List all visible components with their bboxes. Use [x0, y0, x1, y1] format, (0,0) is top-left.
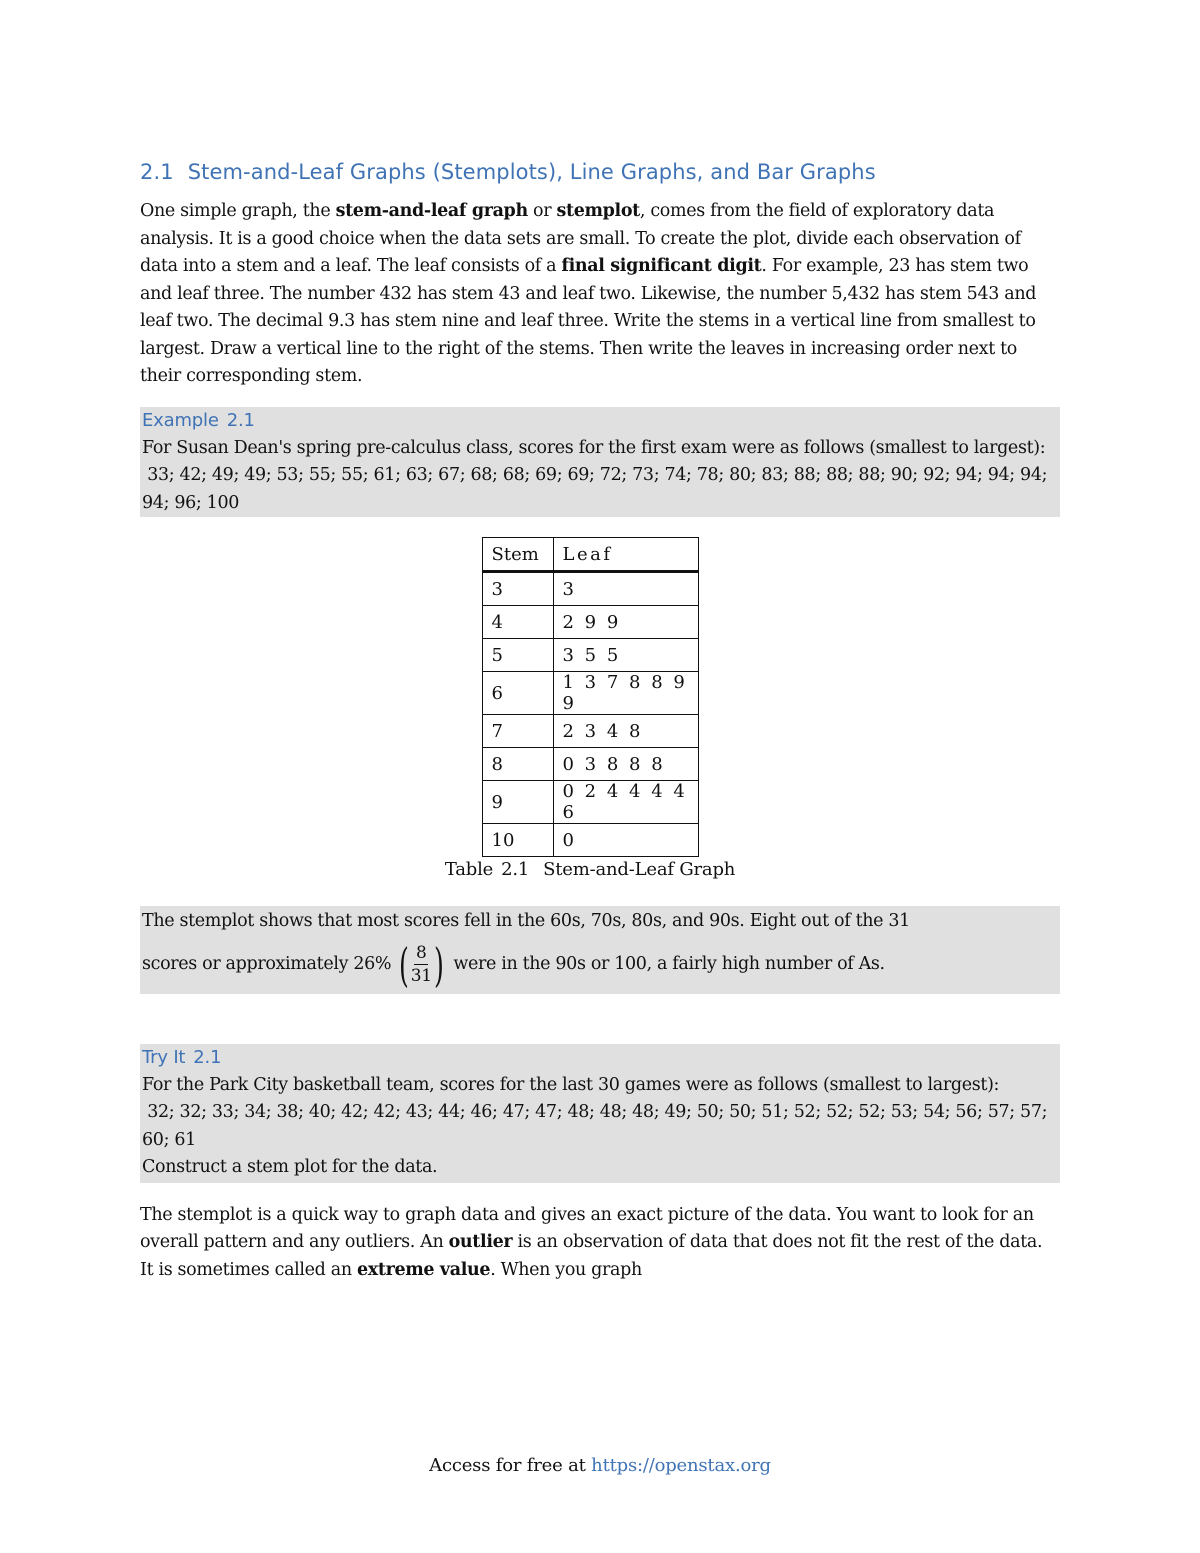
- stem-cell: 10: [482, 824, 553, 857]
- table-caption: [445, 859, 735, 880]
- stem-cell: 8: [482, 748, 553, 781]
- try-it-data-values: 32; 32; 33; 34; 38; 40; 42; 42; 43; 44; 46; 47; 47; 48; 48; 48; 49; 50; 50; 51; 52; 52; 52; 53; 54; 56; 57; 57; 60; 61: [142, 1102, 1048, 1150]
- try-it-text: For the Park City basketball team, scores for the last 30 games were as follows (smallest to largest):: [142, 1074, 1000, 1095]
- leaf-cell: 1 3 7 8 8 9 9: [553, 672, 698, 715]
- try-it-data: [142, 1099, 1058, 1154]
- term-final-significant-digit: final significant digit: [561, 256, 762, 276]
- stem-cell: 3: [482, 572, 553, 606]
- stem-and-leaf-table: [482, 537, 699, 857]
- example-title: [142, 407, 1058, 435]
- closing-text: . When you graph: [490, 1259, 642, 1280]
- term-stem-and-leaf-graph: stem-and-leaf graph: [335, 201, 528, 221]
- summary-pre: scores or approximately 26%: [142, 953, 392, 974]
- stem-cell: 5: [482, 639, 553, 672]
- term-extreme-value: extreme value: [356, 1259, 491, 1280]
- example-text: For Susan Dean's spring pre-calculus class, scores for the first exam were as follows (smallest to largest):: [142, 437, 1046, 458]
- try-it-instruction: Construct a stem plot for the data.: [142, 1157, 438, 1177]
- stem-header: Stem: [482, 538, 553, 572]
- fraction-body: [411, 942, 432, 987]
- caption-title: Stem-and-Leaf Graph: [543, 859, 736, 880]
- term-stemplot: stemplot: [556, 201, 640, 221]
- table-row: [482, 715, 698, 748]
- stem-cell: 4: [482, 606, 553, 639]
- fraction: [395, 937, 447, 992]
- leaf-cell: 0: [553, 824, 698, 857]
- summary-box: [140, 906, 1060, 994]
- fraction-numerator: 8: [416, 943, 427, 963]
- intro-text: or: [527, 201, 557, 221]
- closing-paragraph: [140, 1202, 1060, 1285]
- left-paren: (: [399, 937, 409, 992]
- example-number: 2.1: [226, 409, 255, 431]
- try-it-title: [142, 1044, 1058, 1072]
- table-row: [482, 606, 698, 639]
- intro-paragraph: [140, 198, 1060, 391]
- table-row: [482, 781, 698, 824]
- try-it-number: 2.1: [193, 1046, 222, 1068]
- page-content: [140, 160, 1060, 1284]
- table-row: [482, 824, 698, 857]
- term-outlier: outlier: [448, 1232, 513, 1252]
- example-box: [140, 407, 1060, 518]
- caption-number: 2.1: [501, 859, 530, 880]
- section-title: Stem-and-Leaf Graphs (Stemplots), Line Graphs, and Bar Graphs: [187, 160, 876, 184]
- summary-line-1: The stemplot shows that most scores fell in the 60s, 70s, 80s, and 90s. Eight out of the 31: [142, 911, 910, 931]
- try-it-label: Try It: [142, 1046, 186, 1068]
- leaf-header: Leaf: [553, 538, 698, 572]
- leaf-cell: 0 3 8 8 8: [553, 748, 698, 781]
- leaf-cell: 2 3 4 8: [553, 715, 698, 748]
- example-label: Example: [142, 409, 219, 431]
- footer-text: Access for free at: [429, 1455, 592, 1476]
- intro-text: One simple graph, the: [140, 201, 336, 221]
- summary-line-2: [142, 936, 1058, 994]
- closing-text: is an observation of data that does not fit the rest of the data. It is sometimes called an: [140, 1232, 1043, 1280]
- summary-post: were in the 90s or 100, a fairly high number of As.: [453, 953, 885, 974]
- stem-cell: 9: [482, 781, 553, 824]
- fraction-denominator: 31: [410, 966, 432, 986]
- section-heading: [140, 160, 1060, 184]
- right-paren: ): [433, 937, 444, 992]
- try-it-box: [140, 1044, 1060, 1183]
- caption-label: Table: [444, 859, 494, 880]
- stem-cell: 6: [482, 672, 553, 715]
- table-row: [482, 748, 698, 781]
- table-row: [482, 572, 698, 606]
- example-data-values: 33; 42; 49; 49; 53; 55; 55; 61; 63; 67; 68; 68; 69; 69; 72; 73; 74; 78; 80; 83; 88; 88; 88; 90; 92; 94; 94; 94; 94; 96; 100: [142, 465, 1048, 513]
- table-row: [482, 639, 698, 672]
- leaf-cell: 0 2 4 4 4 4 6: [553, 781, 698, 824]
- table-row: [482, 672, 698, 715]
- leaf-cell: 2 9 9: [553, 606, 698, 639]
- openstax-link[interactable]: https://openstax.org: [591, 1455, 771, 1476]
- leaf-cell: 3 5 5: [553, 639, 698, 672]
- example-data: [142, 462, 1058, 517]
- leaf-cell: 3: [553, 572, 698, 606]
- page-footer: [0, 1455, 1200, 1476]
- table-header-row: [482, 538, 698, 572]
- stem-cell: 7: [482, 715, 553, 748]
- closing-text: The stemplot is a quick way to graph data and gives an exact picture of the data. You want to look for an overall pattern and any outliers. An: [140, 1204, 1034, 1252]
- section-number: 2.1: [140, 160, 174, 184]
- intro-text: , comes from the field of exploratory data analysis. It is a good choice when the data sets are small. To create the plot, divide each observation of data into a stem and a leaf. The leaf consists of a: [140, 201, 1021, 276]
- stem-table-container: [140, 537, 1060, 880]
- intro-text: . For example, 23 has stem two and leaf three. The number 432 has stem 43 and leaf two. Likewise, the number 5,432 has stem 543 and leaf two. The decimal 9.3 has stem nine and leaf three. Write the stems in a vertical line from smallest to largest. Draw a vertical line to the right of the stems. Then write the leaves in increasing order next to their corresponding stem.: [140, 256, 1037, 386]
